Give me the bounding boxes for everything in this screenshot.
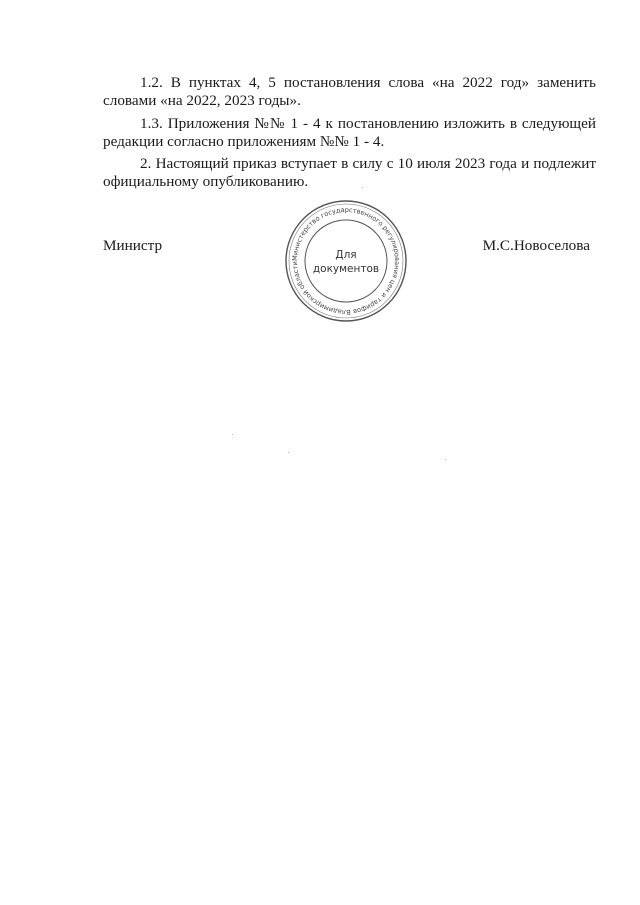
signature-position: Министр xyxy=(103,237,163,254)
seal-ring-text: Министерство государственного регулирования цен и тарифов Владимирской области xyxy=(290,205,402,317)
seal-center-line-2: документов xyxy=(312,263,380,275)
seal-center-line-1: Для xyxy=(335,249,357,261)
paragraph-2: 2. Настоящий приказ вступает в силу с 10 июля 2023 года и подлежит официальному опубликованию. xyxy=(103,155,596,190)
scan-speck xyxy=(288,452,289,453)
scan-speck xyxy=(232,434,233,435)
paragraph-1-2: 1.2. В пунктах 4, 5 постановления слова «на 2022 год» заменить словами «на 2022, 2023 годы». xyxy=(103,74,596,109)
signatory-name: М.С.Новоселова xyxy=(482,237,590,254)
paragraph-1-3: 1.3. Приложения №№ 1 - 4 к постановлению изложить в следующей редакции согласно приложениям №№ 1 - 4. xyxy=(103,115,596,150)
scan-speck xyxy=(362,187,363,188)
official-seal xyxy=(283,198,409,324)
seal-stamp-icon xyxy=(283,198,409,324)
scan-speck xyxy=(445,459,446,460)
